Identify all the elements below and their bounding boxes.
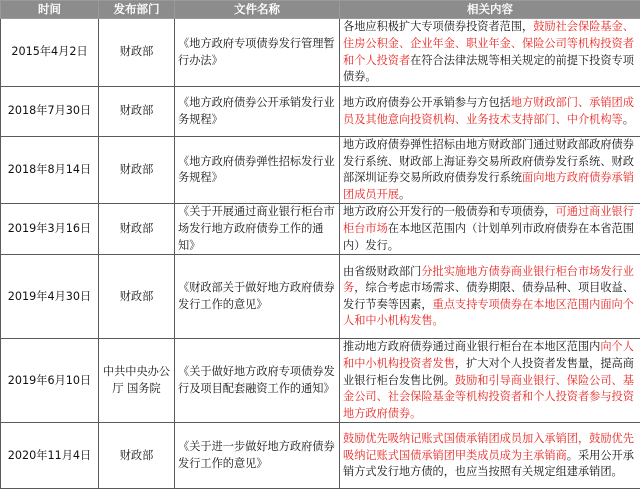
content-text: 。采用公开承销方式发行地方债的，也应当按照有关规定组建承销团。 (343, 448, 634, 479)
content-text: 各地应积极扩大专项债券投资者范围， (343, 20, 534, 34)
header-department: 发布部门 (99, 1, 175, 19)
table-row (1, 255, 640, 339)
row-document: 《关于进一步做好地方政府债券发行工作的意见》 (175, 423, 340, 489)
content-text: 地方政府公开发行的一般债券和专项债券， (343, 205, 556, 219)
content-text: 地方政府债券公开承销参与方包括 (343, 95, 511, 109)
content-text: 。 (398, 187, 411, 201)
highlighted-text: 面向地方政府债券承销团成员开展 (343, 171, 634, 201)
row-content (340, 137, 640, 204)
row-document: 《地方政府专项债券发行管理暂行办法》 (175, 19, 340, 87)
content-text: 地方政府债券弹性招标由地方财政部门通过财政部政府债券发行系统、财政部上海证券交易所政府债券发行系统、财政部深圳证券交易所政府债券发行系统 (343, 138, 634, 185)
table-row (1, 423, 640, 489)
highlighted-text: 鼓励优先吸纳记账式国债承销团成员加入承销团，鼓励优先吸纳记账式国债承销团甲类成员成为主承销商 (343, 431, 634, 462)
highlighted-text: 地方财政部门、承销团成员及其他意向投资机构、业务技术支持部门、中介机构等 (343, 95, 634, 126)
table-row (1, 339, 640, 423)
row-content (340, 339, 640, 423)
highlighted-text: 鼓励社会保险基金、住房公积金、企业年金、职业年金、保险公司等机构投资者和个人投资者 (343, 20, 634, 67)
table-row (1, 19, 640, 87)
table-row (1, 87, 640, 137)
row-time: 2018年7月30日 (1, 87, 99, 137)
row-department: 财政部 (99, 423, 175, 489)
row-department: 财政部 (99, 87, 175, 137)
row-department: 财政部 (99, 137, 175, 204)
content-text: 在本地区范围内（计划单列市政府债券在本省范围内）发行。 (343, 222, 634, 252)
row-time: 2018年8月14日 (1, 137, 99, 204)
content-text: 推动地方政府债券通过商业银行柜台在本地区范围内 (343, 340, 601, 354)
highlighted-text: 向个人和中小机构投资者发售 (343, 340, 634, 370)
table-row (1, 204, 640, 255)
row-department: 财政部 (99, 19, 175, 87)
highlighted-text: 分批实施地方债券商业银行柜台市场发行业务 (343, 264, 634, 295)
row-time: 2015年4月2日 (1, 19, 99, 87)
row-content (340, 423, 640, 489)
row-time: 2019年3月16日 (1, 204, 99, 255)
row-document: 《关于做好地方政府专项债券发行及项目配套融资工作的通知》 (175, 339, 340, 423)
content-text: ，扩大对个人投资者发售量，提高商业银行柜台发售比例。 (343, 356, 634, 387)
content-text: 由省级财政部门 (343, 264, 422, 278)
row-document: 《关于开展通过商业银行柜台市场发行地方政府债券工作的通知》 (175, 204, 340, 255)
row-time: 2020年11月4日 (1, 423, 99, 489)
table-row (1, 137, 640, 204)
row-time: 2019年4月30日 (1, 255, 99, 339)
row-content (340, 255, 640, 339)
row-document: 《财政部关于做好地方政府债券发行工作的意见》 (175, 255, 340, 339)
highlighted-text: 可通过商业银行柜台市场 (343, 205, 634, 236)
row-document: 《地方政府债券公开承销发行业务规程》 (175, 87, 340, 137)
content-text: 在符合法律法规等相关规定的前提下投资专项债券。 (343, 53, 634, 84)
header-time: 时间 (1, 1, 99, 19)
content-text: ，综合考虑市场需求、债券期限、债券品种、项目收益、发行节奏等因素， (343, 281, 634, 311)
row-content (340, 87, 640, 137)
header-document: 文件名称 (175, 1, 340, 19)
row-content (340, 204, 640, 255)
row-content (340, 19, 640, 87)
highlighted-text: 重点支持专项债券在本地区范围内面向个人和中小机构发售。 (343, 297, 634, 328)
row-time: 2019年6月10日 (1, 339, 99, 423)
header-content: 相关内容 (340, 1, 640, 19)
row-department: 财政部 (99, 204, 175, 255)
row-document: 《地方政府债券弹性招标发行业务规程》 (175, 137, 340, 204)
row-department: 中共中央办公厅 国务院 (99, 339, 175, 423)
row-department: 财政部 (99, 255, 175, 339)
highlighted-text: 鼓励和引导商业银行、保险公司、基金公司、社会保险基金等机构投资者和个人投资者参与投资地方政府债券。 (343, 373, 634, 420)
content-text: 。 (622, 112, 634, 126)
header-row (1, 1, 640, 19)
